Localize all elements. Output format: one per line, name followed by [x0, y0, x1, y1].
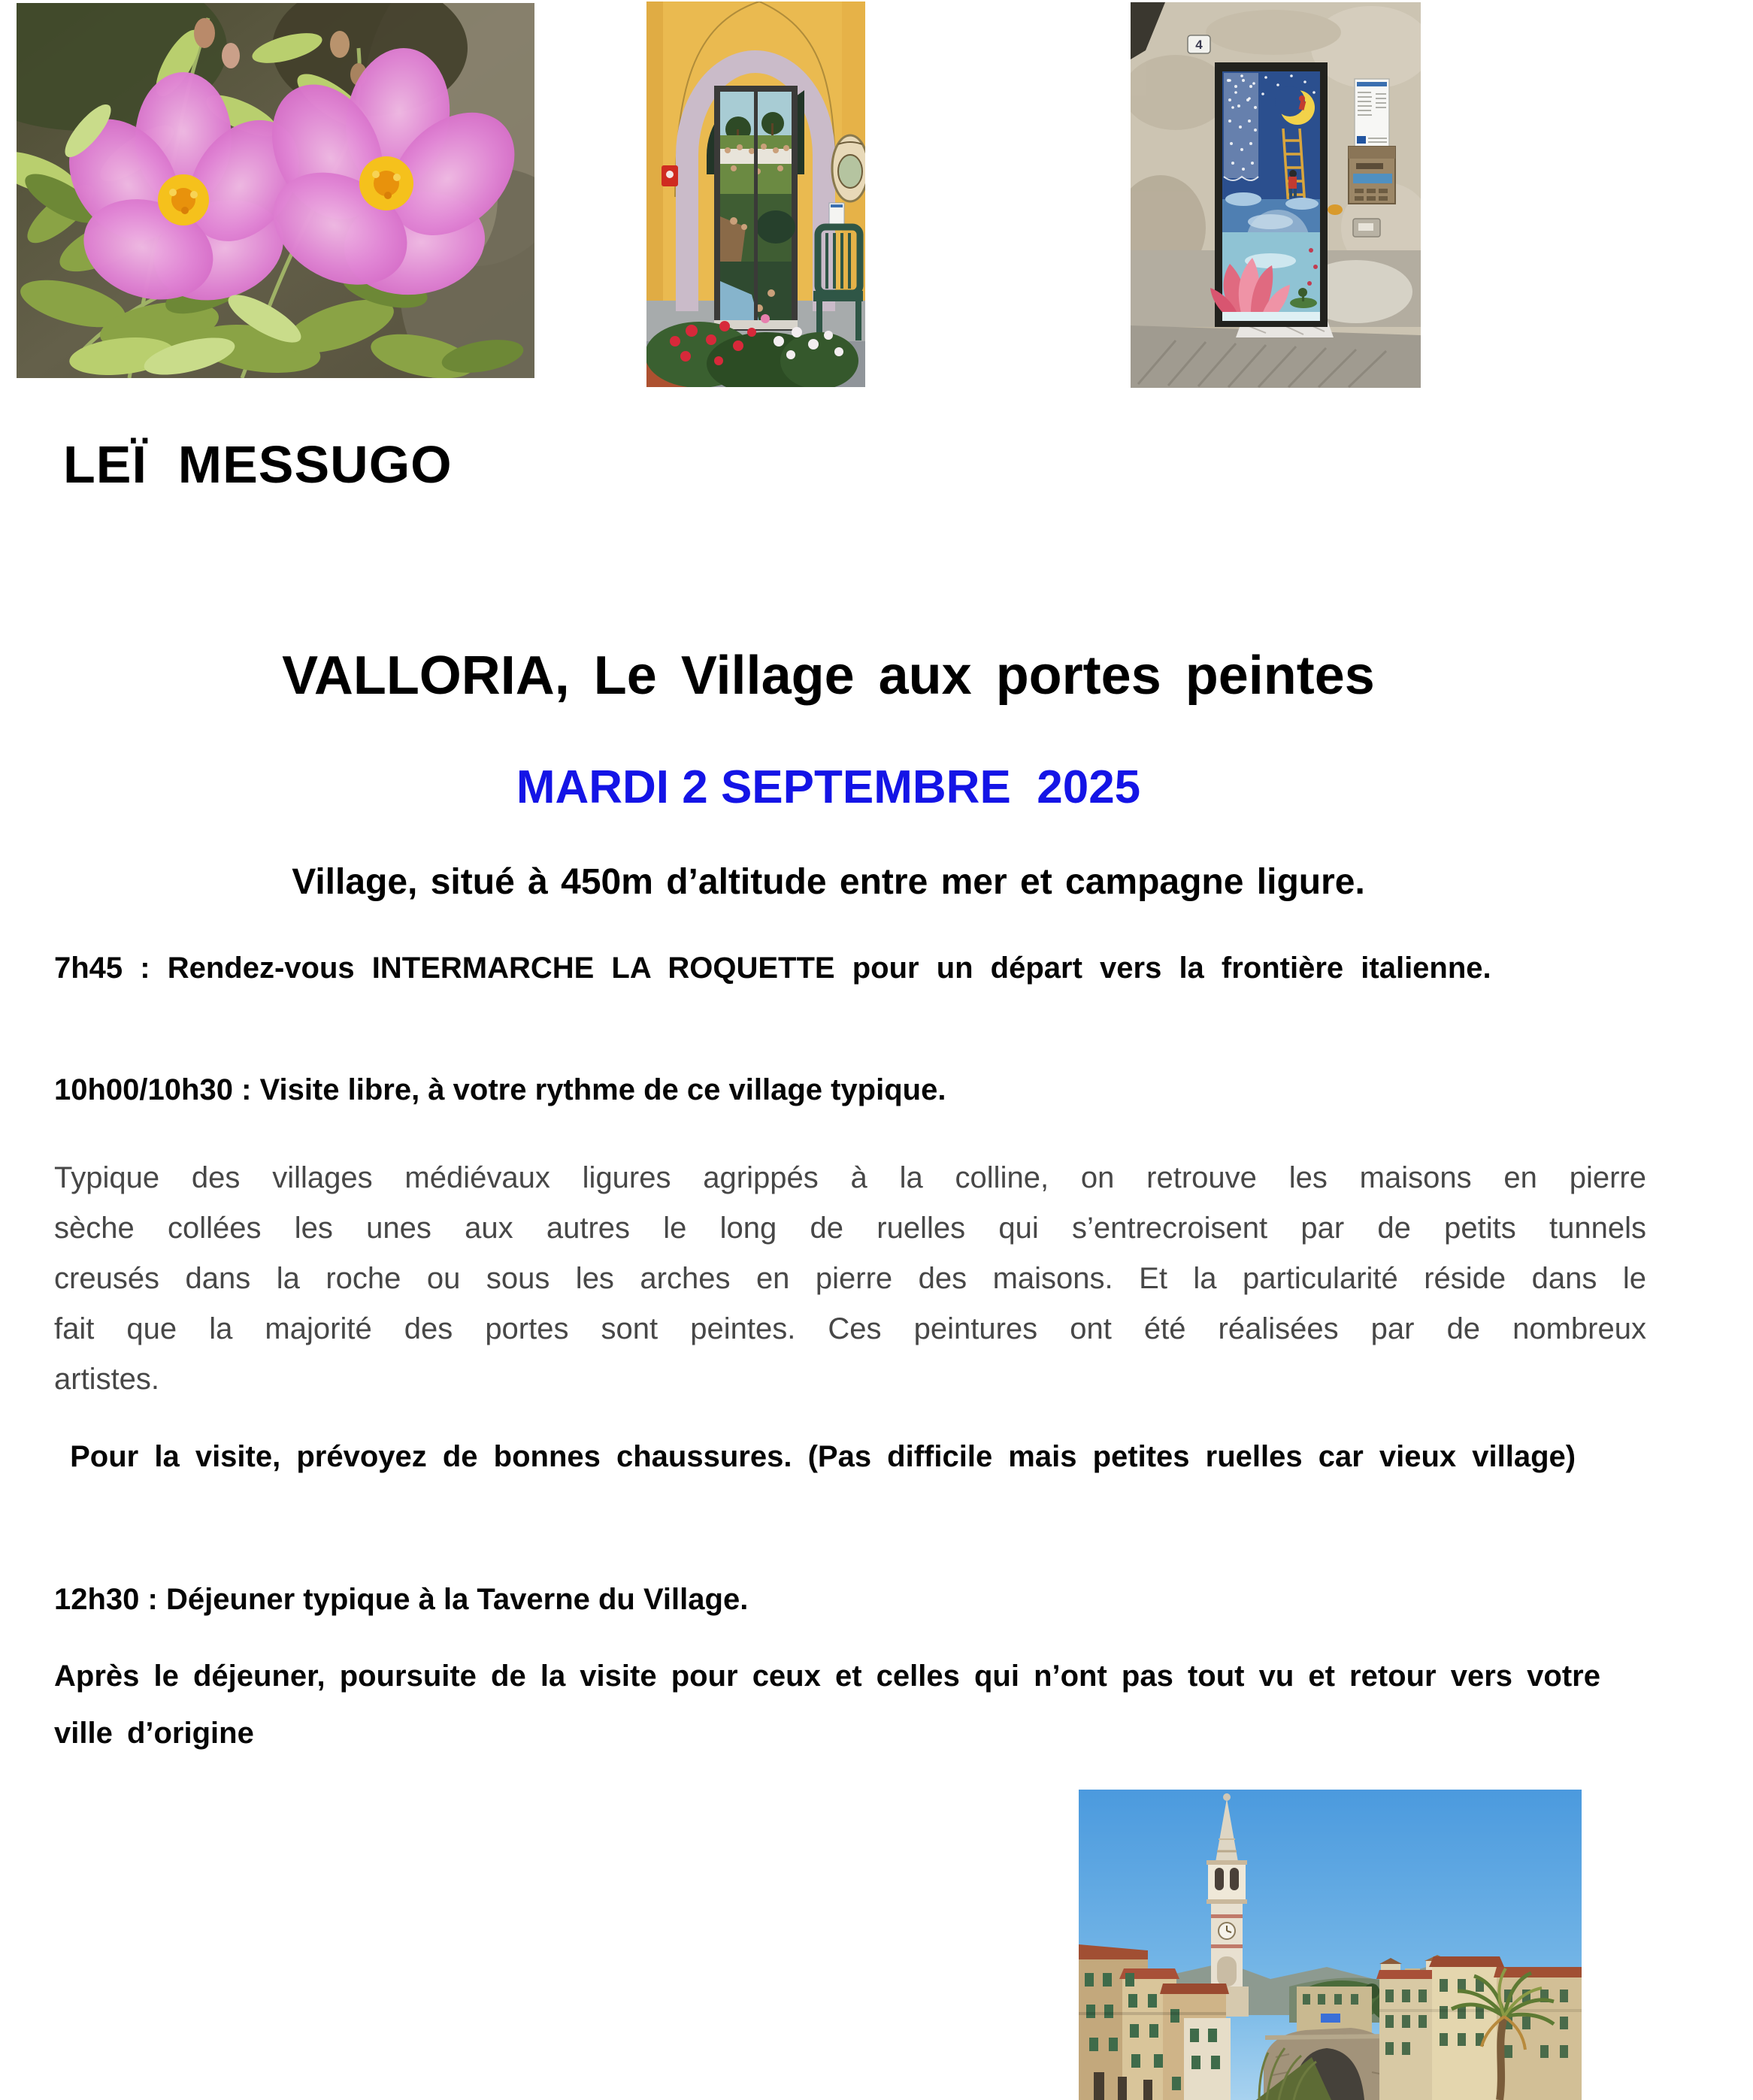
- association-heading: LEÏ MESSUGO: [63, 435, 453, 494]
- paragraph-chaussures: Pour la visite, prévoyez de bonnes chaussures. (Pas difficile mais petites ruelles car vieux village): [54, 1440, 1576, 1473]
- page-title: VALLORIA, Le Village aux portes peintes: [282, 646, 1375, 706]
- village-illustration: [1079, 1790, 1582, 2100]
- paragraph-apres-dejeuner: Après le déjeuner, poursuite de la visite pour ceux et celles qui n’ont pas tout vu et retour vers votre ville d’origine: [54, 1660, 1600, 1750]
- village-subtitle: Village, situé à 450m d’altitude entre mer et campagne ligure.: [292, 862, 1365, 902]
- trip-date: MARDI 2 SEPTEMBRE 2025: [516, 761, 1141, 813]
- valloria-village-photo: [1079, 1790, 1582, 2100]
- paragraph-visite-libre: 10h00/10h30 : Visite libre, à votre rythme de ce village typique.: [54, 1073, 946, 1106]
- yellow-door-illustration: [646, 2, 865, 387]
- paragraph-description-village: Typique des villages médiévaux ligures agrippés à la colline, on retrouve les maisons en pierre sèche collées les unes aux autres le long de ruelles qui s’entrecroisent par de petits tunnels creusés dans la roche ou sous les arches en pierre des maisons. Et la particularité réside dans le fait que la majorité des portes sont peintes. Ces peintures ont été réalisées par de nombreux artistes.: [54, 1161, 1646, 1396]
- rockrose-flowers-illustration: [17, 3, 534, 378]
- yellow-wall-painted-door-photo: [646, 2, 865, 387]
- paragraph-rendezvous: 7h45 : Rendez-vous INTERMARCHE LA ROQUETTE pour un départ vers la frontière italienne.: [54, 952, 1491, 985]
- night-sky-painted-door-photo: [1131, 2, 1421, 388]
- rockrose-flowers-photo: [17, 3, 534, 378]
- house-number-text: 4: [1195, 38, 1203, 52]
- blue-door-illustration: [1131, 2, 1421, 388]
- paragraph-dejeuner: 12h30 : Déjeuner typique à la Taverne du Village.: [54, 1583, 749, 1616]
